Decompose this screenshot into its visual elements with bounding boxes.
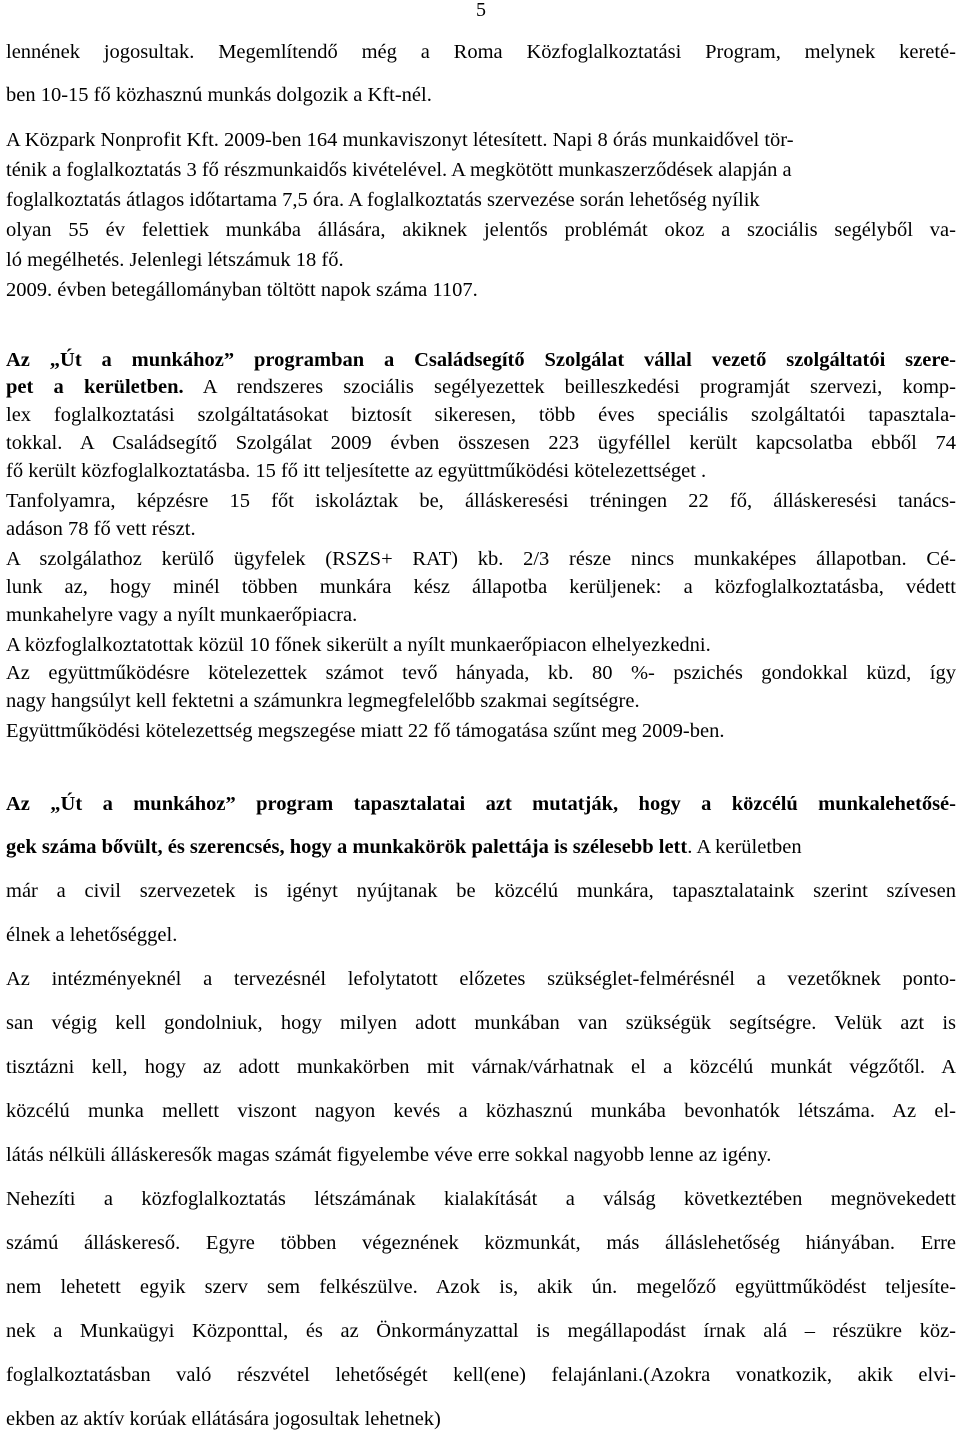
text-span: látás nélküli álláskeresők magas számát figyelembe véve erre sokkal nagyobb lenne az igény.	[6, 1144, 772, 1166]
bold-text: Az „Út a munkához” program tapasztalatai azt mutatják, hogy a közcélú munkalehetősé-	[6, 793, 956, 815]
text-line	[6, 490, 956, 513]
text-span: A Közpark Nonprofit Kft. 2009-ben 164 munkaviszonyt létesített. Napi 8 órás munkaidővel tör-	[6, 129, 794, 151]
text-span: lex foglalkoztatási szolgáltatásokat biztosít sikeresen, több éves speciális szolgáltatói tapasztala-	[6, 404, 956, 426]
text-span: számú álláskereső. Egyre többen végeznének közmunkát, más álláslehetőség hiányában. Erre	[6, 1232, 956, 1254]
text-span: foglalkoztatás átlagos időtartama 7,5 óra. A foglalkoztatás szervezése során lehetőség nyílik	[6, 189, 760, 211]
bold-text: pet a kerületben.	[6, 376, 184, 398]
text-line	[6, 1320, 956, 1343]
text-line	[6, 836, 956, 859]
text-line	[6, 129, 956, 152]
text-line	[6, 219, 956, 242]
text-line	[6, 1056, 956, 1079]
text-line	[6, 924, 956, 947]
text-line	[6, 1408, 956, 1431]
text-span: Együttműködési kötelezettség megszegése miatt 22 fő támogatása szűnt meg 2009-ben.	[6, 720, 725, 742]
text-line	[6, 432, 956, 455]
text-line	[6, 1276, 956, 1299]
text-line	[6, 249, 956, 272]
text-line	[6, 189, 956, 212]
text-span: A közfoglalkoztatottak közül 10 főnek sikerült a nyílt munkaerőpiacon elhelyezkedni.	[6, 634, 711, 656]
text-span: Tanfolyamra, képzésre 15 főt iskoláztak be, álláskeresési tréningen 22 fő, álláskeresési tanács-	[6, 490, 956, 512]
text-line	[6, 460, 956, 483]
text-line	[6, 159, 956, 182]
text-line	[6, 548, 956, 571]
text-span: nek a Munkaügyi Központtal, és az Önkormányzattal is megállapodást írnak alá – részükre köz-	[6, 1320, 956, 1342]
text-line	[6, 690, 956, 713]
text-span: élnek a lehetőséggel.	[6, 924, 178, 946]
text-line	[6, 41, 956, 64]
text-span: san végig kell gondolniuk, hogy milyen adott munkában van szükségük segítségre. Velük azt is	[6, 1012, 956, 1034]
text-span: ló megélhetés. Jelenlegi létszámuk 18 fő.	[6, 249, 344, 271]
text-span: olyan 55 év felettiek munkába állására, akiknek jelentős problémát okoz a szociális segélyből va-	[6, 219, 956, 241]
text-line	[6, 1012, 956, 1035]
text-line	[6, 880, 956, 903]
page-number: 5	[476, 0, 486, 21]
text-span: nagy hangsúlyt kell fektetni a számunkra legmegfelelőbb szakmai segítségre.	[6, 690, 640, 712]
bold-text: gek száma bővült, és szerencsés, hogy a munkakörök palettája is szélesebb lett	[6, 836, 688, 858]
text-span: . A kerületben	[687, 836, 802, 858]
text-span: Az együttműködésre kötelezettek számot tevő hányada, kb. 80 %- pszichés gondokkal küzd, így	[6, 662, 956, 684]
text-span: A szolgálathoz kerülő ügyfelek (RSZS+ RAT) kb. 2/3 része nincs munkaképes állapotban. Cé-	[6, 548, 956, 570]
text-line	[6, 576, 956, 599]
text-span: ténik a foglalkoztatás 3 fő részmunkaidős kivételével. A megkötött munkaszerződések alapján a	[6, 159, 792, 181]
text-line	[6, 279, 956, 302]
text-span: lennének jogosultak. Megemlítendő még a Roma Közfoglalkoztatási Program, melynek kereté-	[6, 41, 956, 63]
text-span: már a civil szervezetek is igényt nyújtanak be közcélú munkára, tapasztalataink szerint szívesen	[6, 880, 956, 902]
text-line	[6, 604, 956, 627]
text-span: tisztázni kell, hogy az adott munkakörben mit várnak/várhatnak el a közcélú munkát végzőtől. A	[6, 1056, 956, 1078]
text-line	[6, 793, 956, 816]
text-line	[6, 518, 956, 541]
text-span: 2009. évben betegállományban töltött napok száma 1107.	[6, 279, 478, 301]
text-line	[6, 1232, 956, 1255]
text-span: adáson 78 fő vett részt.	[6, 518, 196, 540]
text-line	[6, 349, 956, 372]
text-line	[6, 634, 956, 657]
text-line	[6, 84, 956, 107]
text-span: ekben az aktív korúak ellátására jogosultak lehetnek)	[6, 1408, 441, 1430]
text-span: ben 10-15 fő közhasznú munkás dolgozik a Kft-nél.	[6, 84, 432, 106]
text-span: munkahelyre vagy a nyílt munkaerőpiacra.	[6, 604, 358, 626]
text-span: Nehezíti a közfoglalkoztatás létszámának kialakítását a válság következtében megnövekedett	[6, 1188, 956, 1210]
text-span: lunk az, hogy minél többen munkára kész állapotba kerüljenek: a közfoglalkoztatásba, védett	[6, 576, 956, 598]
text-span: Az intézményeknél a tervezésnél lefolytatott előzetes szükséglet-felmérésnél a vezetőknek ponto-	[6, 968, 956, 990]
text-line	[6, 1100, 956, 1123]
text-span: közcélú munka mellett viszont nagyon kevés a közhasznú munkába bevonhatók létszáma. Az el-	[6, 1100, 956, 1122]
text-line	[6, 720, 956, 743]
text-span: A rendszeres szociális segélyezettek beilleszkedési programját szervezi, komp-	[183, 376, 956, 398]
text-line	[6, 1144, 956, 1167]
text-line	[6, 1364, 956, 1387]
bold-text: Az „Út a munkához” programban a Családsegítő Szolgálat vállal vezető szolgáltatói szere-	[6, 349, 956, 371]
text-line	[6, 662, 956, 685]
text-span: foglalkoztatásban való részvétel lehetőségét kell(ene) felajánlani.(Azokra vonatkozik, akik elvi-	[6, 1364, 956, 1386]
text-line	[6, 1188, 956, 1211]
text-span: tokkal. A Családsegítő Szolgálat 2009 évben összesen 223 ügyféllel került kapcsolatba ebből 74	[6, 432, 956, 454]
text-line	[6, 404, 956, 427]
text-line	[6, 968, 956, 991]
text-span: nem lehetett egyik szerv sem felkészülve. Azok is, akik ún. megelőző együttműködést teljesíte-	[6, 1276, 956, 1298]
text-span: fő került közfoglalkoztatásba. 15 fő itt teljesítette az együttműködési kötelezettséget .	[6, 460, 707, 482]
text-line	[6, 376, 956, 399]
